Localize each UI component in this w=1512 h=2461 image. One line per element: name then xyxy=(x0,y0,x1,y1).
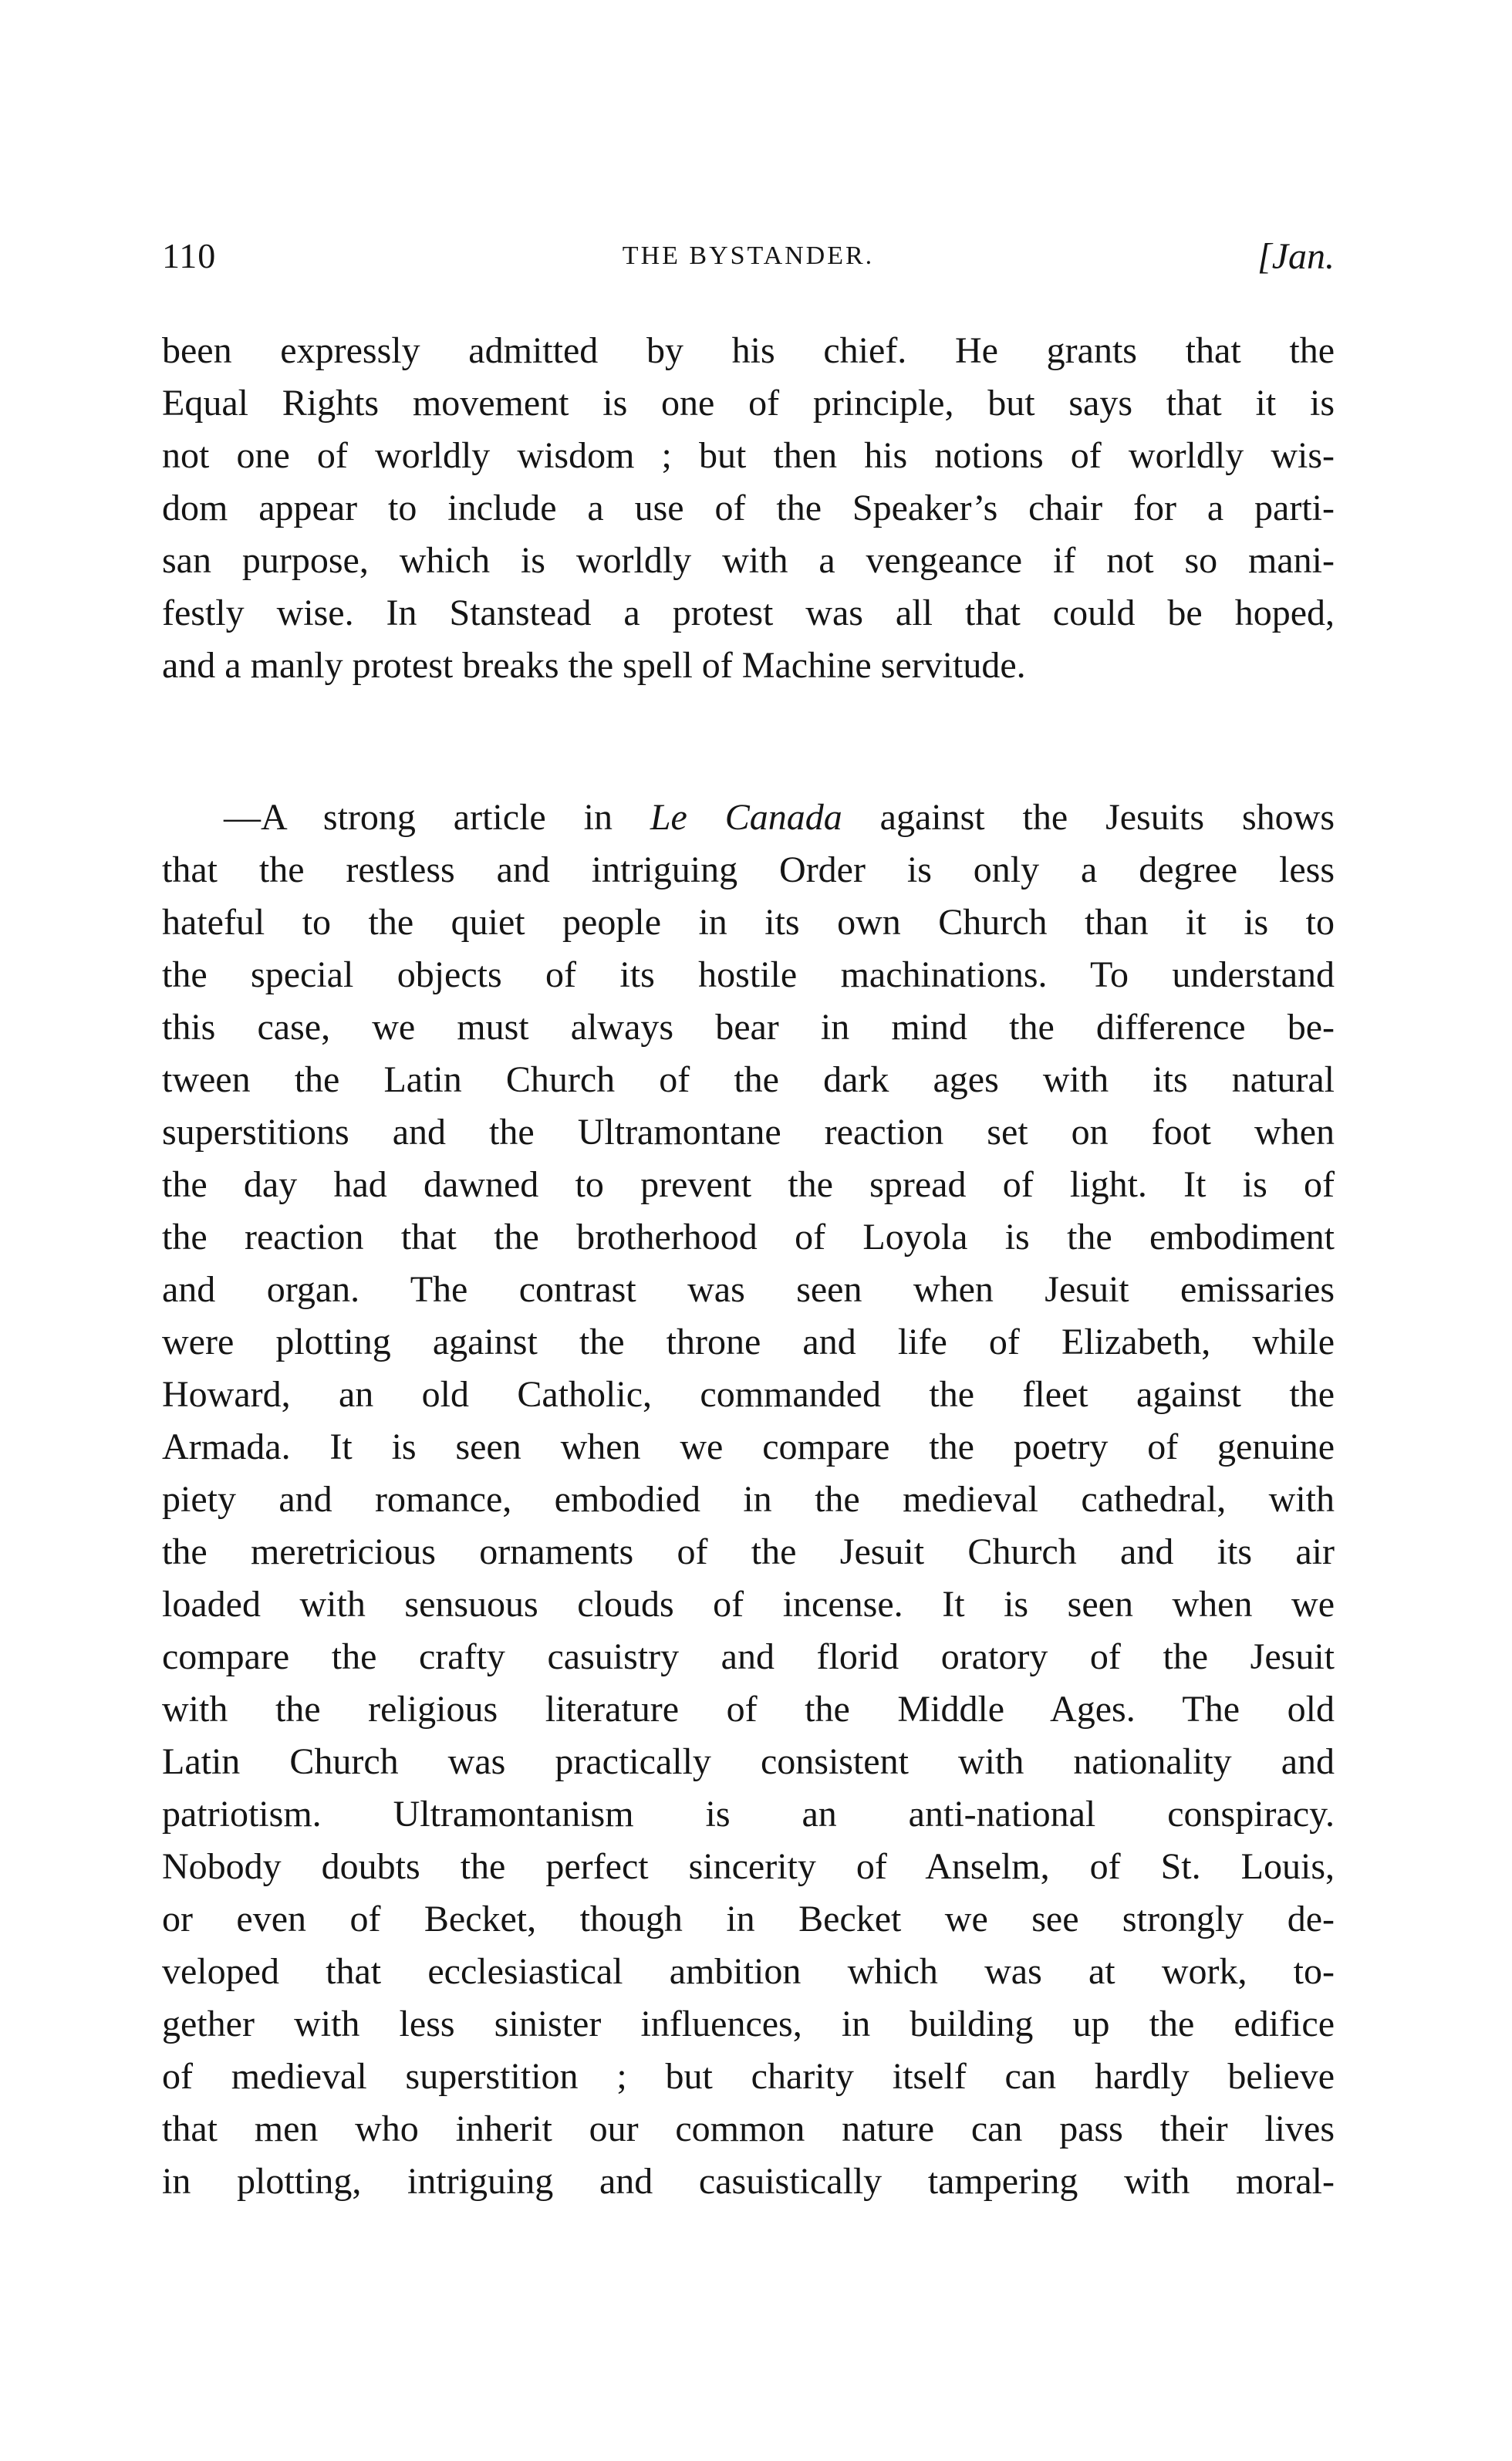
trailing-text: against the Jesuits shows xyxy=(842,797,1335,838)
text-line: the special objects of its hostile machinations. To understand xyxy=(162,954,1335,995)
text-line: not one of worldly wisdom ; but then his notions of worldly wis- xyxy=(162,435,1335,476)
text-line: Latin Church was practically consistent with nationality and xyxy=(162,1741,1335,1782)
lead-text: —A strong article in xyxy=(224,797,650,838)
text-line: been expressly admitted by his chief. He grants that the xyxy=(162,330,1335,371)
text-line: that men who inherit our common nature can pass their lives xyxy=(162,2108,1335,2149)
text-line: hateful to the quiet people in its own Church than it is to xyxy=(162,902,1335,943)
text-line: or even of Becket, though in Becket we see strongly de- xyxy=(162,1899,1335,1939)
text-line: veloped that ecclesiastical ambition which was at work, to- xyxy=(162,1951,1335,1992)
text-line: piety and romance, embodied in the medieval cathedral, with xyxy=(162,1479,1335,1520)
text-line: dom appear to include a use of the Speaker’s chair for a parti- xyxy=(162,488,1335,528)
text-line: the reaction that the brotherhood of Loyola is the embodiment xyxy=(162,1217,1335,1258)
text-line: this case, we must always bear in mind the difference be- xyxy=(162,1007,1335,1048)
text-line: with the religious literature of the Middle Ages. The old xyxy=(162,1689,1335,1730)
text-line: that the restless and intriguing Order is only a degree less xyxy=(162,849,1335,890)
month-label: [Jan. xyxy=(1257,236,1335,277)
text-line: festly wise. In Stanstead a protest was all that could be hoped, xyxy=(162,592,1335,633)
text-line: were plotting against the throne and life of Elizabeth, while xyxy=(162,1322,1335,1362)
text-line: the day had dawned to prevent the spread of light. It is of xyxy=(162,1164,1335,1205)
text-line: Armada. It is seen when we compare the poetry of genuine xyxy=(162,1426,1335,1467)
text-line: gether with less sinister influences, in building up the edifice xyxy=(162,2004,1335,2044)
text-line: compare the crafty casuistry and florid oratory of the Jesuit xyxy=(162,1636,1335,1677)
text-line: the meretricious ornaments of the Jesuit Church and its air xyxy=(162,1531,1335,1572)
text-line: san purpose, which is worldly with a vengeance if not so mani- xyxy=(162,540,1335,581)
text-line: loaded with sensuous clouds of incense. It is seen when we xyxy=(162,1584,1335,1625)
page-header xyxy=(162,235,1335,289)
text-line: tween the Latin Church of the dark ages with its natural xyxy=(162,1059,1335,1100)
text-line: of medieval superstition ; but charity itself can hardly believe xyxy=(162,2056,1335,2097)
text-line: Equal Rights movement is one of principle, but says that it is xyxy=(162,383,1335,424)
text-line: and organ. The contrast was seen when Jesuit emissaries xyxy=(162,1269,1335,1310)
text-line: Howard, an old Catholic, commanded the fleet against the xyxy=(162,1374,1335,1415)
paragraph-first-line xyxy=(224,791,1335,845)
text-line: in plotting, intriguing and casuistically tampering with moral- xyxy=(162,2161,1335,2202)
page-number: 110 xyxy=(162,236,217,275)
text-line: superstitions and the Ultramontane reaction set on foot when xyxy=(162,1112,1335,1153)
italic-title: Le Canada xyxy=(650,797,842,838)
text-line: and a manly protest breaks the spell of Machine servitude. xyxy=(162,645,1026,686)
running-title: THE BYSTANDER. xyxy=(622,241,875,270)
text-line: Nobody doubts the perfect sincerity of Anselm, of St. Louis, xyxy=(162,1846,1335,1887)
text-line: patriotism. Ultramontanism is an anti-national conspiracy. xyxy=(162,1794,1335,1835)
